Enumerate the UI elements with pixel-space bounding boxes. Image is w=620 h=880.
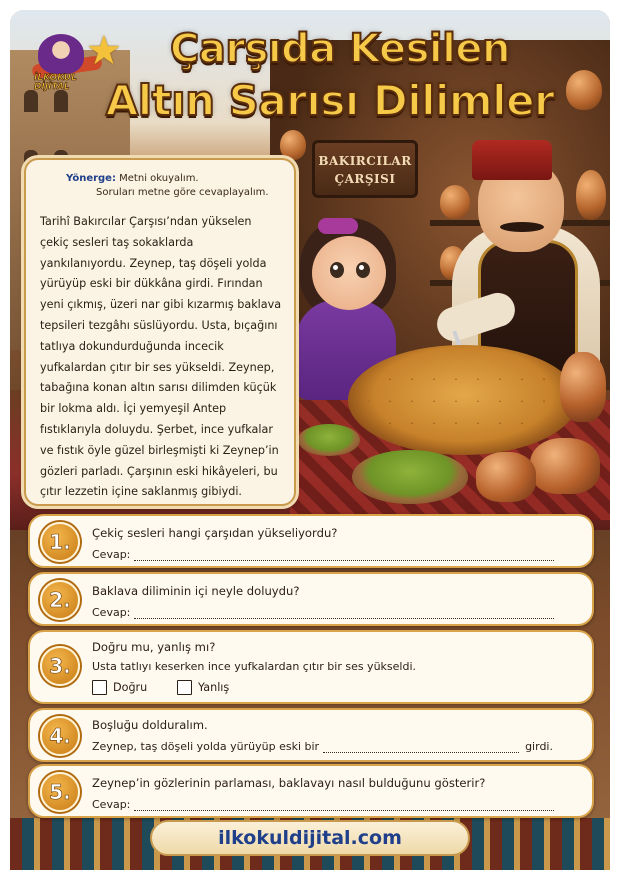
girl-face xyxy=(312,236,386,310)
answer-label: Cevap: xyxy=(92,548,131,561)
site-logo xyxy=(28,26,124,98)
instruction-2: Soruları metne göre cevaplayalım. xyxy=(96,187,269,198)
sign-line-2: ÇARŞISI xyxy=(334,172,396,186)
logo-text xyxy=(34,74,77,92)
answer-blank[interactable] xyxy=(134,551,554,561)
copper-bowl-icon xyxy=(530,438,600,494)
instructions-label: Yönerge: xyxy=(66,173,116,184)
copper-pot-icon xyxy=(440,185,470,219)
copper-kettle-icon xyxy=(560,352,606,422)
bazaar-sign xyxy=(312,140,418,198)
question-number-badge: 3. xyxy=(40,646,80,686)
question-number-badge: 4. xyxy=(40,716,80,756)
question-card-2 xyxy=(28,572,594,626)
fez-hat-icon xyxy=(472,140,552,180)
question-card-4 xyxy=(28,708,594,762)
superhero-icon xyxy=(38,34,84,74)
option-false-label: Yanlış xyxy=(197,681,230,694)
title-line-1: Çarşıda Kesilen xyxy=(170,26,510,72)
answer-line[interactable] xyxy=(92,798,554,811)
option-true-label: Doğru xyxy=(113,681,148,694)
pistachio-bowl xyxy=(298,424,360,456)
pistachio-bowl xyxy=(352,450,468,504)
baklava-slices xyxy=(368,358,558,440)
answer-line[interactable] xyxy=(92,548,554,561)
reading-panel xyxy=(24,158,296,506)
story-text: Tarihî Bakırcılar Çarşısı’ndan yükselen çekiç sesleri taş sokaklarda yankılanıyordu. Zeynep, taş döşeli yolda yürüyüp eski bir dükkâna girdi. Fırından yeni çıkmış, üzeri nar gibi kızarmış baklava tepsileri tezgâhı süslüyordu. Usta, bıçağını tatlıya dokundurduğunda incecik yufkalardan çıtır bir ses yükseldi. Zeynep, tabağına konan altın sarısı dilimden küçük bir lokma aldı. İçi yemyeşil Antep fıstıklarıyla doluydu. Şerbet, ince yufkalar ve fıstık öyle güzel birleşmişti ki Zeynep’in gözleri parladı. Çarşının eski hikâyeleri, bu çıtır lezzetin içine saklanmış gibiydi. xyxy=(40,215,282,499)
question-number-badge: 2. xyxy=(40,580,80,620)
checkbox-true[interactable] xyxy=(92,680,107,695)
star-icon: ★ xyxy=(86,28,122,74)
question-text: Çekiç sesleri hangi çarşıdan yükseliyordu? xyxy=(92,526,338,540)
copper-pot-icon xyxy=(280,130,306,160)
girl-eye xyxy=(330,262,344,278)
checkbox-false[interactable] xyxy=(177,680,192,695)
question-card-1 xyxy=(28,514,594,568)
answer-blank[interactable] xyxy=(134,801,554,811)
footer-website[interactable]: ilkokuldijital.com xyxy=(150,820,470,856)
answer-line[interactable] xyxy=(92,606,554,619)
instructions xyxy=(40,172,282,200)
option-true[interactable] xyxy=(92,680,147,695)
question-text: Boşluğu dolduralım. xyxy=(92,718,208,732)
question-number-badge: 5. xyxy=(40,772,80,812)
question-text: Zeynep’in gözlerinin parlaması, baklavayı nasıl bulduğunu gösterir? xyxy=(92,776,486,790)
sentence-before: Zeynep, taş döşeli yolda yürüyüp eski bir xyxy=(92,740,320,753)
answer-blank[interactable] xyxy=(323,743,519,753)
question-card-3 xyxy=(28,630,594,704)
statement-text: Usta tatlıyı keserken ince yufkalardan çıtır bir ses yükseldi. xyxy=(92,660,417,673)
option-false[interactable] xyxy=(177,680,229,695)
logo-text-line-1: İLKOKUL xyxy=(34,73,77,83)
answer-label: Cevap: xyxy=(92,606,131,619)
girl-eye xyxy=(356,262,370,278)
question-number-badge: 1. xyxy=(40,522,80,562)
answer-label: Cevap: xyxy=(92,798,131,811)
logo-text-line-2: DİJİTAL xyxy=(34,82,70,92)
question-card-5 xyxy=(28,764,594,818)
sign-line-1: BAKIRCILAR xyxy=(318,154,412,168)
hair-bow xyxy=(318,218,358,234)
question-text: Baklava diliminin içi neyle doluydu? xyxy=(92,584,300,598)
copper-pot-icon xyxy=(576,170,606,220)
copper-pot-icon xyxy=(476,452,536,502)
instruction-1: Metni okuyalım. xyxy=(119,173,199,184)
sentence-after: girdi. xyxy=(525,740,553,753)
mustache xyxy=(500,222,544,232)
title-line-2: Altın Sarısı Dilimler xyxy=(105,76,555,125)
question-text: Doğru mu, yanlış mı? xyxy=(92,640,216,654)
answer-blank[interactable] xyxy=(134,609,554,619)
fill-blank-line[interactable] xyxy=(92,740,553,753)
true-false-options xyxy=(92,680,255,698)
